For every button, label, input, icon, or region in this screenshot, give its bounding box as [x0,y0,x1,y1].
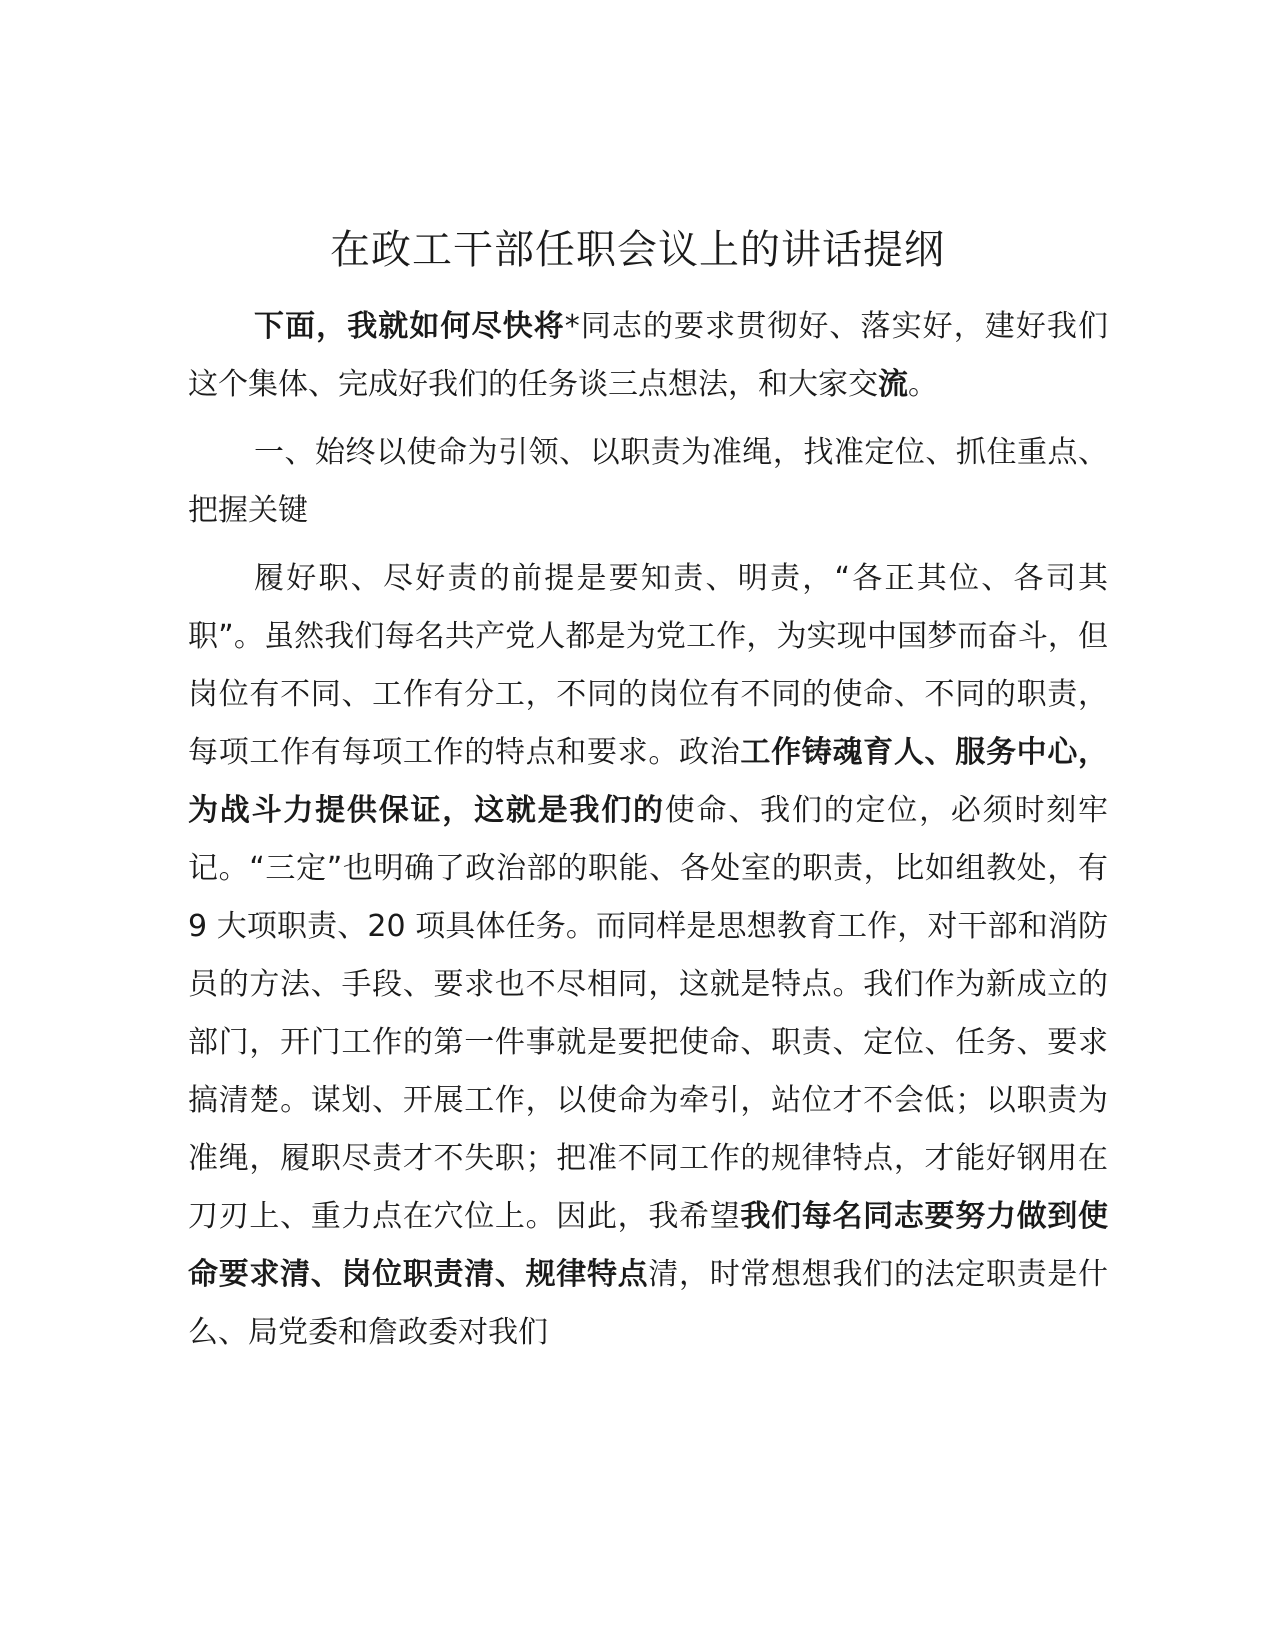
text-run: 流 [878,367,908,402]
text-run: 清，时常想想我们的法定职责是什么、局党委和詹政委对我们 [188,1257,1109,1350]
text-run: 我们每名同志要努力做到使命要求清、岗位职责清、规律特点 [188,1199,1109,1292]
section-heading-one [188,424,1108,540]
text-run: 使命、我们的定位，必须时刻牢记。“三定”也明确了政治部的职能、各处室的职责，比如组教处，有 9 大项职责、20 项具体任务。而同样是思想教育工作，对干部和消防员的方法、手段、要求也不尽相同，这就是特点。我们作为新成立的部门，开门工作的第一件事就是要把使命、职责、定位、任务、要求搞清楚。谋划、开展工作，以使命为牵引，站位才不会低；以职责为准绳，履职尽责才不失职；把准不同工作的规律特点，才能好钢用在刀刃上、重力点在穴位上。因此，我希望 [188,793,1109,1234]
paragraph-intro [188,298,1108,414]
text-run: *同志的要求贯彻好、落实好，建好我们这个集体、完成好我们的任务谈三点想法，和大家交 [188,309,1109,402]
text-run: 履好职、尽好责的前提是要知责、明责，“各正其位、各司其职”。虽然我们每名共产党人都是为党工作，为实现中国梦而奋斗，但岗位有不同、工作有分工，不同的岗位有不同的使命、不同的职责，每项工作有每项工作的特点和要求。政治 [188,561,1108,770]
paragraph-body [188,550,1108,1362]
document-body [188,298,1108,1362]
text-run: 。 [908,367,938,402]
document-title: 在政工干部任职会议上的讲话提纲 [330,227,945,273]
text-run: 下面，我就如何尽快将 [254,309,565,344]
text-run: 一、始终以使命为引领、以职责为准绳，找准定位、抓住重点、把握关键 [188,435,1108,528]
text-run: 工作铸魂育人、服务中心，为战斗力提供保证，这就是我们的 [188,735,1109,828]
